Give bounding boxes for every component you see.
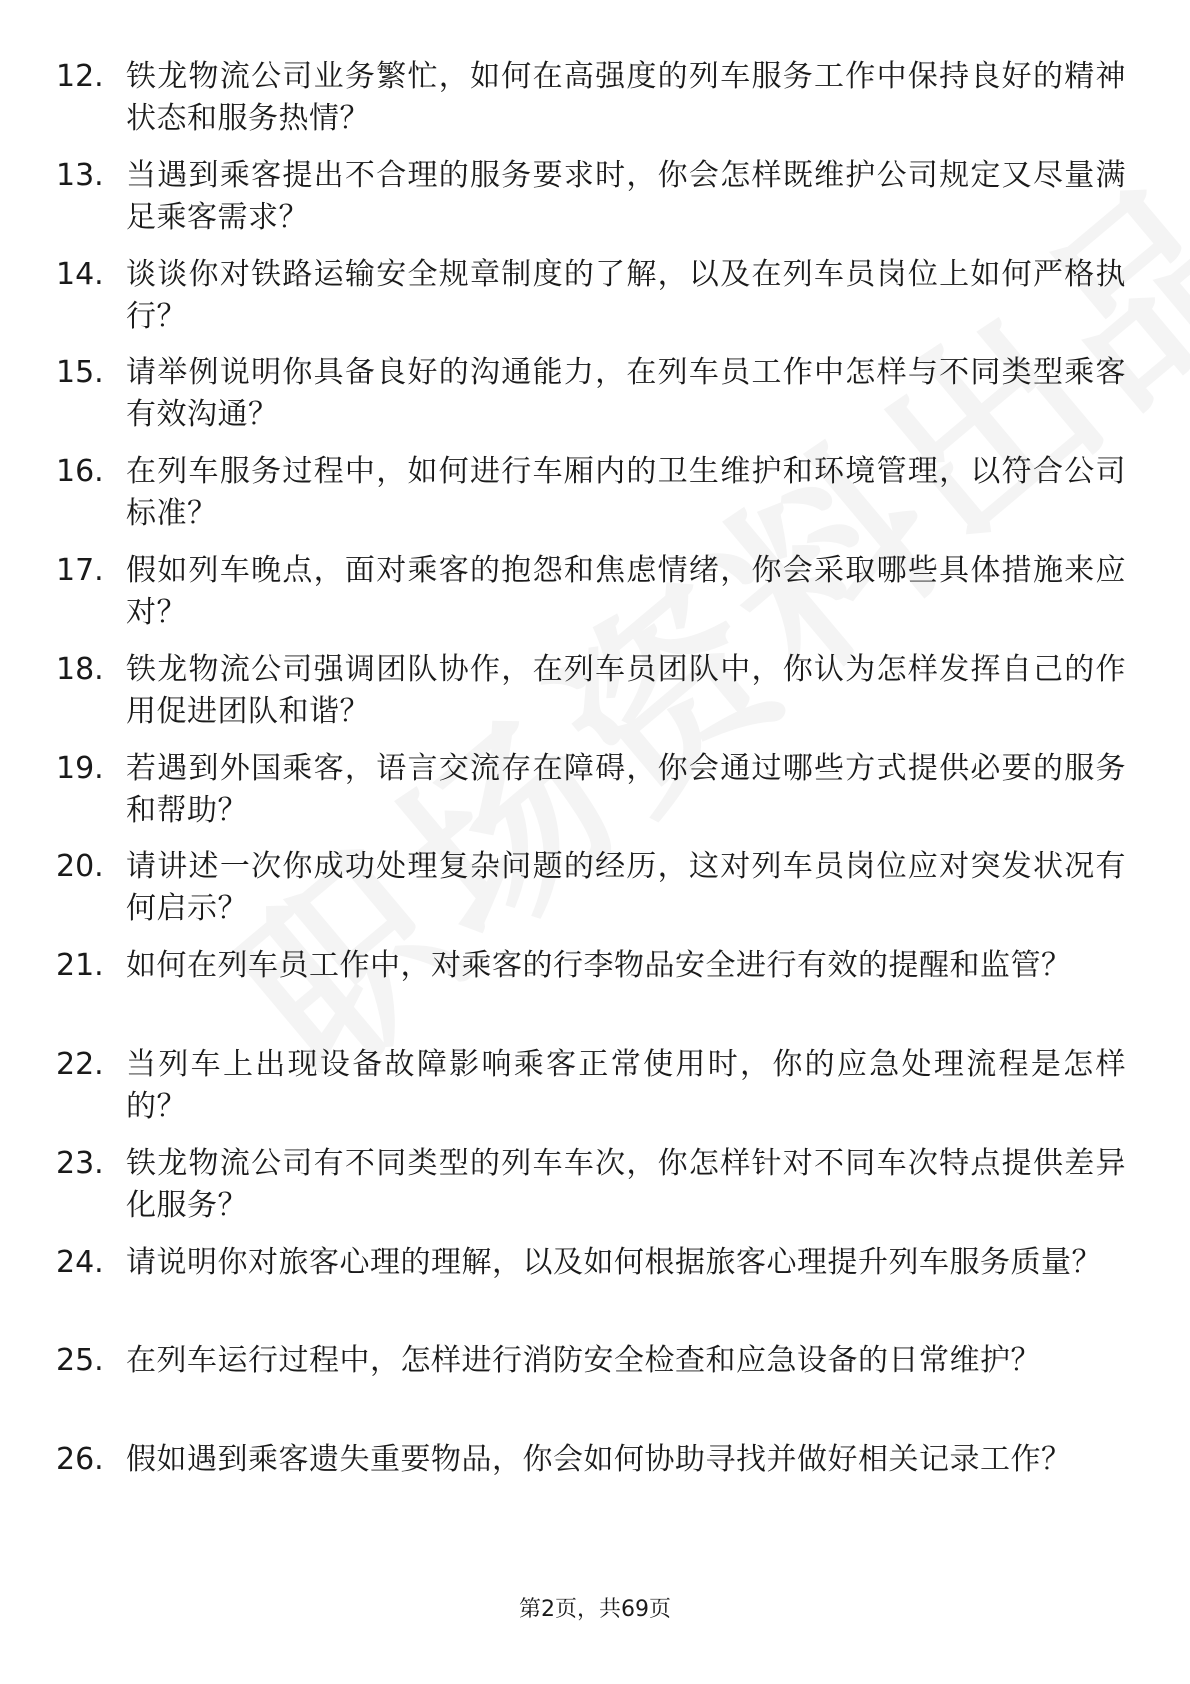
question-text: 请举例说明你具备良好的沟通能力，在列车员工作中怎样与不同类型乘客有效沟通？ xyxy=(126,355,1126,433)
question-number: 18. xyxy=(56,651,104,687)
question-text: 铁龙物流公司有不同类型的列车车次，你怎样针对不同车次特点提供差异化服务？ xyxy=(126,1145,1126,1223)
list-item xyxy=(56,1044,1136,1143)
list-item xyxy=(56,56,1136,155)
question-text: 当遇到乘客提出不合理的服务要求时，你会怎样既维护公司规定又尽量满足乘客需求？ xyxy=(126,157,1126,235)
list-item xyxy=(56,1143,1136,1242)
question-list xyxy=(56,56,1136,1538)
page-number: 第2页，共69页 xyxy=(519,1597,671,1622)
list-item xyxy=(56,155,1136,254)
question-text: 请讲述一次你成功处理复杂问题的经历，这对列车员岗位应对突发状况有何启示？ xyxy=(126,849,1126,927)
question-number: 19. xyxy=(56,750,104,786)
question-number: 13. xyxy=(56,157,104,193)
question-number: 25. xyxy=(56,1343,104,1379)
question-text: 在列车运行过程中，怎样进行消防安全检查和应急设备的日常维护？ xyxy=(126,1343,1041,1379)
question-number: 24. xyxy=(56,1244,104,1280)
question-number: 14. xyxy=(56,256,104,292)
list-item xyxy=(56,550,1136,649)
list-item xyxy=(56,1340,1136,1439)
list-item xyxy=(56,1439,1136,1538)
question-number: 12. xyxy=(56,59,104,94)
list-item xyxy=(56,748,1136,847)
question-text: 请说明你对旅客心理的理解，以及如何根据旅客心理提升列车服务质量？ xyxy=(126,1244,1102,1280)
list-item xyxy=(56,1242,1136,1341)
question-text: 在列车服务过程中，如何进行车厢内的卫生维护和环境管理，以符合公司标准？ xyxy=(126,454,1126,532)
question-number: 17. xyxy=(56,552,104,588)
question-text: 假如遇到乘客遗失重要物品，你会如何协助寻找并做好相关记录工作？ xyxy=(126,1442,1072,1478)
question-number: 16. xyxy=(56,454,104,490)
question-text: 谈谈你对铁路运输安全规章制度的了解，以及在列车员岗位上如何严格执行？ xyxy=(126,256,1126,334)
list-item xyxy=(56,649,1136,748)
list-item xyxy=(56,945,1136,1044)
question-number: 26. xyxy=(56,1442,104,1478)
question-number: 15. xyxy=(56,355,104,391)
question-number: 20. xyxy=(56,849,104,885)
question-number: 22. xyxy=(56,1046,104,1082)
question-text: 如何在列车员工作中，对乘客的行李物品安全进行有效的提醒和监管？ xyxy=(126,948,1072,984)
list-item xyxy=(56,254,1136,353)
list-item xyxy=(56,352,1136,451)
list-item xyxy=(56,451,1136,550)
question-text: 铁龙物流公司业务繁忙，如何在高强度的列车服务工作中保持良好的精神状态和服务热情？ xyxy=(126,59,1126,136)
question-text: 若遇到外国乘客，语言交流存在障碍，你会通过哪些方式提供必要的服务和帮助？ xyxy=(126,750,1126,828)
question-number: 21. xyxy=(56,948,104,984)
question-text: 假如列车晚点，面对乘客的抱怨和焦虑情绪，你会采取哪些具体措施来应对？ xyxy=(126,552,1126,630)
question-text: 当列车上出现设备故障影响乘客正常使用时，你的应急处理流程是怎样的？ xyxy=(126,1046,1126,1124)
list-item xyxy=(56,846,1136,945)
question-number: 23. xyxy=(56,1145,104,1181)
question-text: 铁龙物流公司强调团队协作，在列车员团队中，你认为怎样发挥自己的作用促进团队和谐？ xyxy=(126,651,1126,729)
